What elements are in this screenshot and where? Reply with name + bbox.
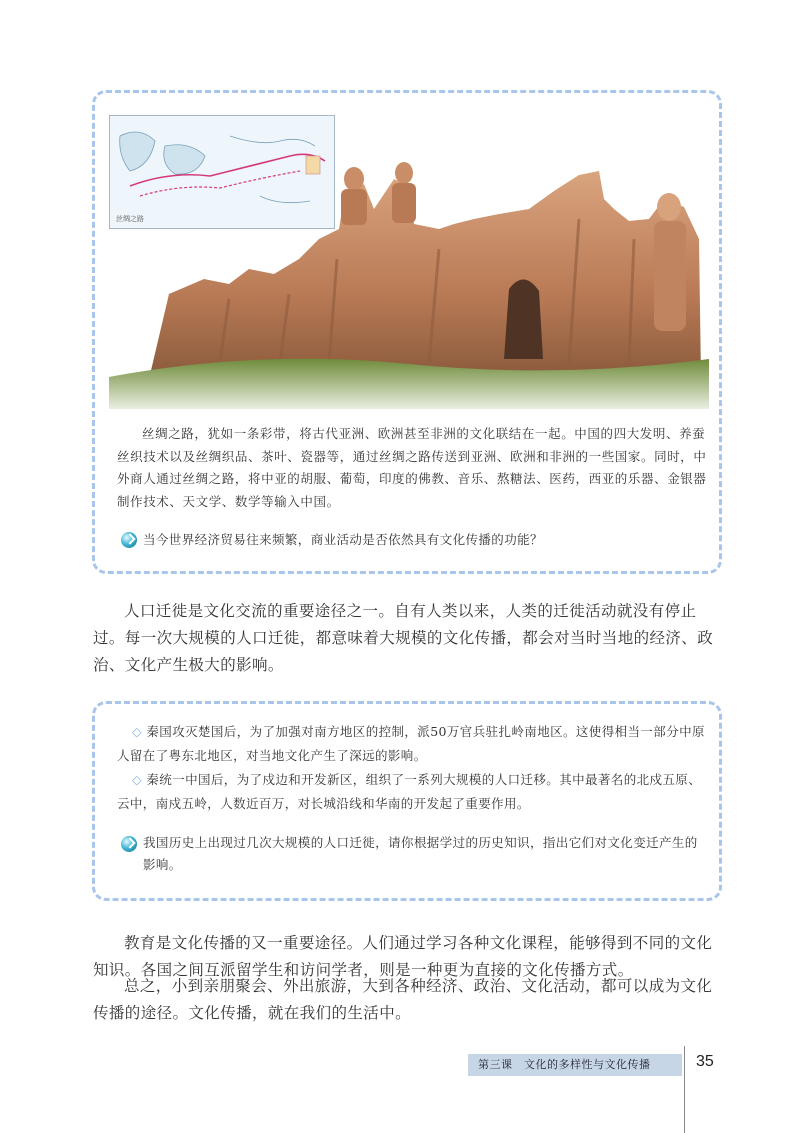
bullet-item-qin-chu [117, 720, 707, 768]
lesson-title: 第三课 文化的多样性与文化传播 [478, 1058, 651, 1071]
question-icon [121, 532, 137, 548]
bullet-text: 秦国攻灭楚国后，为了加强对南方地区的控制，派50万官兵驻扎岭南地区。这使得相当一部分中原人留在了粤东北地区，对当地文化产生了深远的影响。 [117, 724, 705, 763]
map-legend-label: 丝绸之路 [116, 215, 144, 223]
education-paragraph: 教育是文化传播的又一重要途径。人们通过学习各种文化课程，能够得到不同的文化知识。各国之间互派留学生和访问学者，则是一种更为直接的文化传播方式。 [93, 934, 713, 979]
silk-road-map [109, 115, 335, 229]
bullet-item-qin-unification [117, 768, 707, 816]
silk-road-caption: 丝绸之路，犹如一条彩带，将古代亚洲、欧洲甚至非洲的文化联结在一起。中国的四大发明、养蚕丝织技术以及丝绸织品、茶叶、瓷器等，通过丝绸之路传送到亚洲、欧洲和非洲的一些国家。同时，中外商人通过丝绸之路，将中亚的胡服、葡萄，印度的佛教、音乐、熬糖法、医药，西亚的乐器、金银器制作技术、天文学、数学等输入中国。 [117, 426, 707, 509]
box2-question: 我国历史上出现过几次大规模的人口迁徙，请你根据学过的历史知识，指出它们对文化变迁产生的影响。 [143, 835, 698, 872]
map-routes [110, 116, 334, 228]
footer-divider [684, 1046, 685, 1133]
migration-feature-box [92, 701, 722, 901]
page-number: 35 [696, 1053, 714, 1070]
question-icon [121, 836, 137, 852]
diamond-bullet-icon: ◇ [132, 724, 143, 739]
bullet-text: 秦统一中国后，为了戍边和开发新区，组织了一系列大规模的人口迁移。其中最著名的北戍五原、云中，南戍五岭，人数近百万，对长城沿线和华南的开发起了重要作用。 [117, 772, 702, 811]
migration-paragraph: 人口迁徙是文化交流的重要途径之一。自有人类以来，人类的迁徙活动就没有停止过。每一次大规模的人口迁徙，都意味着大规模的文化传播，都会对当时当地的经济、政治、文化产生极大的影响。 [93, 602, 714, 674]
summary-paragraph: 总之，小到亲朋聚会、外出旅游，大到各种经济、政治、文化活动，都可以成为文化传播的途径。文化传播，就在我们的生活中。 [93, 977, 713, 1022]
box1-question: 当今世界经济贸易往来频繁，商业活动是否依然具有文化传播的功能？ [143, 532, 543, 547]
silk-road-feature-box [92, 90, 722, 574]
diamond-bullet-icon: ◇ [132, 772, 143, 787]
